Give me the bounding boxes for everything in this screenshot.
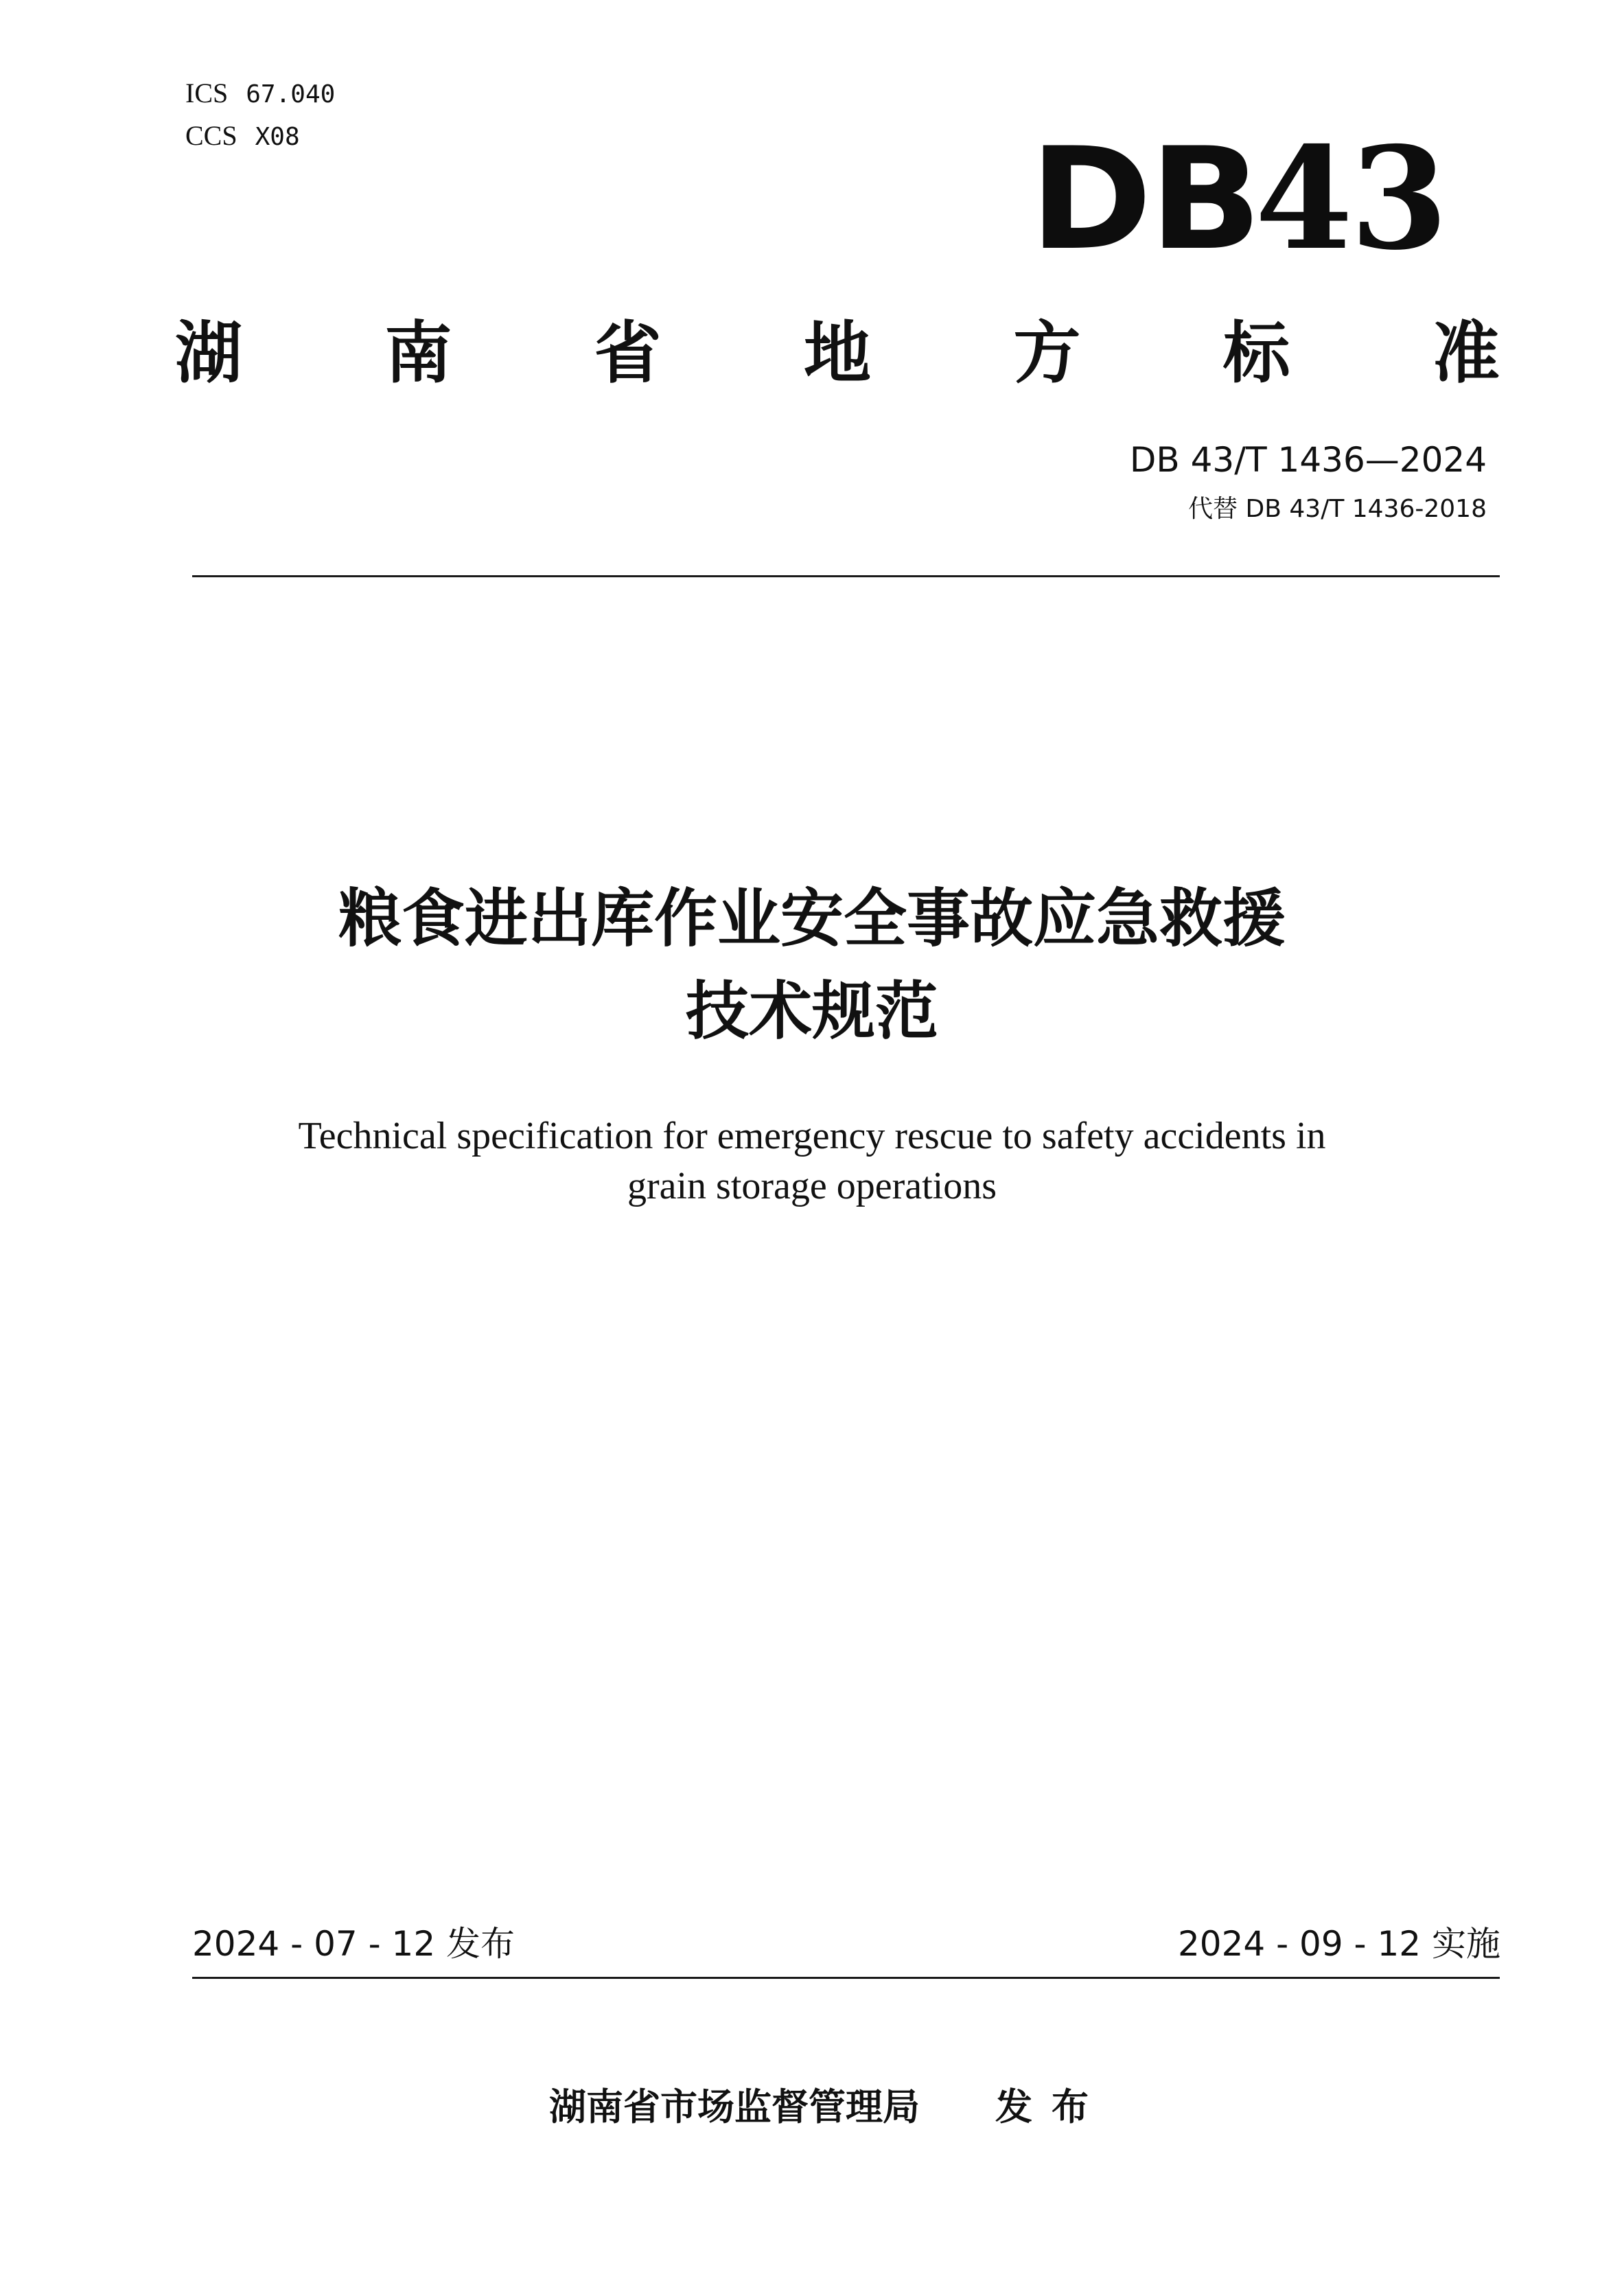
ics-code: 67.040	[246, 80, 336, 108]
bottom-divider	[192, 1977, 1500, 1979]
publisher-name: 湖南省市场监督管理局	[549, 2085, 920, 2129]
ics-label: ICS	[185, 78, 229, 108]
logo-number: 43	[1255, 117, 1446, 281]
standard-type-char: 湖	[175, 314, 243, 393]
title-en-line1: Technical specification for emergency rescue to safety accidents in	[298, 1115, 1326, 1157]
issue-date: 2024 - 07 - 12 发布	[192, 1924, 515, 1964]
standard-type-char: 省	[594, 314, 662, 393]
standard-type-char: 标	[1222, 314, 1290, 393]
top-divider	[192, 575, 1500, 577]
ccs-classification	[185, 120, 300, 153]
publisher	[549, 2083, 1108, 2131]
ccs-code: X08	[255, 123, 300, 151]
standard-type-char: 南	[384, 314, 452, 393]
publisher-action: 发布	[995, 2085, 1108, 2129]
standard-type-char: 方	[1013, 314, 1081, 393]
standard-type-char: 准	[1432, 314, 1500, 393]
logo-db: DB	[1030, 118, 1260, 281]
title-en-line2: grain storage operations	[627, 1165, 997, 1207]
ccs-label: CCS	[185, 120, 237, 151]
implementation-date: 2024 - 09 - 12 实施	[1177, 1924, 1500, 1964]
standard-number: DB 43/T 1436—2024	[1129, 440, 1487, 480]
db43-logo	[1030, 117, 1446, 281]
replaces-standard: 代替 DB 43/T 1436-2018	[1188, 495, 1487, 523]
standard-type-heading	[175, 309, 1500, 398]
ics-classification	[185, 78, 335, 111]
title-cn-line1: 粮食进出库作业安全事故应急救援	[338, 882, 1286, 955]
standard-type-char: 地	[803, 314, 871, 393]
title-cn-line2: 技术规范	[685, 975, 938, 1048]
